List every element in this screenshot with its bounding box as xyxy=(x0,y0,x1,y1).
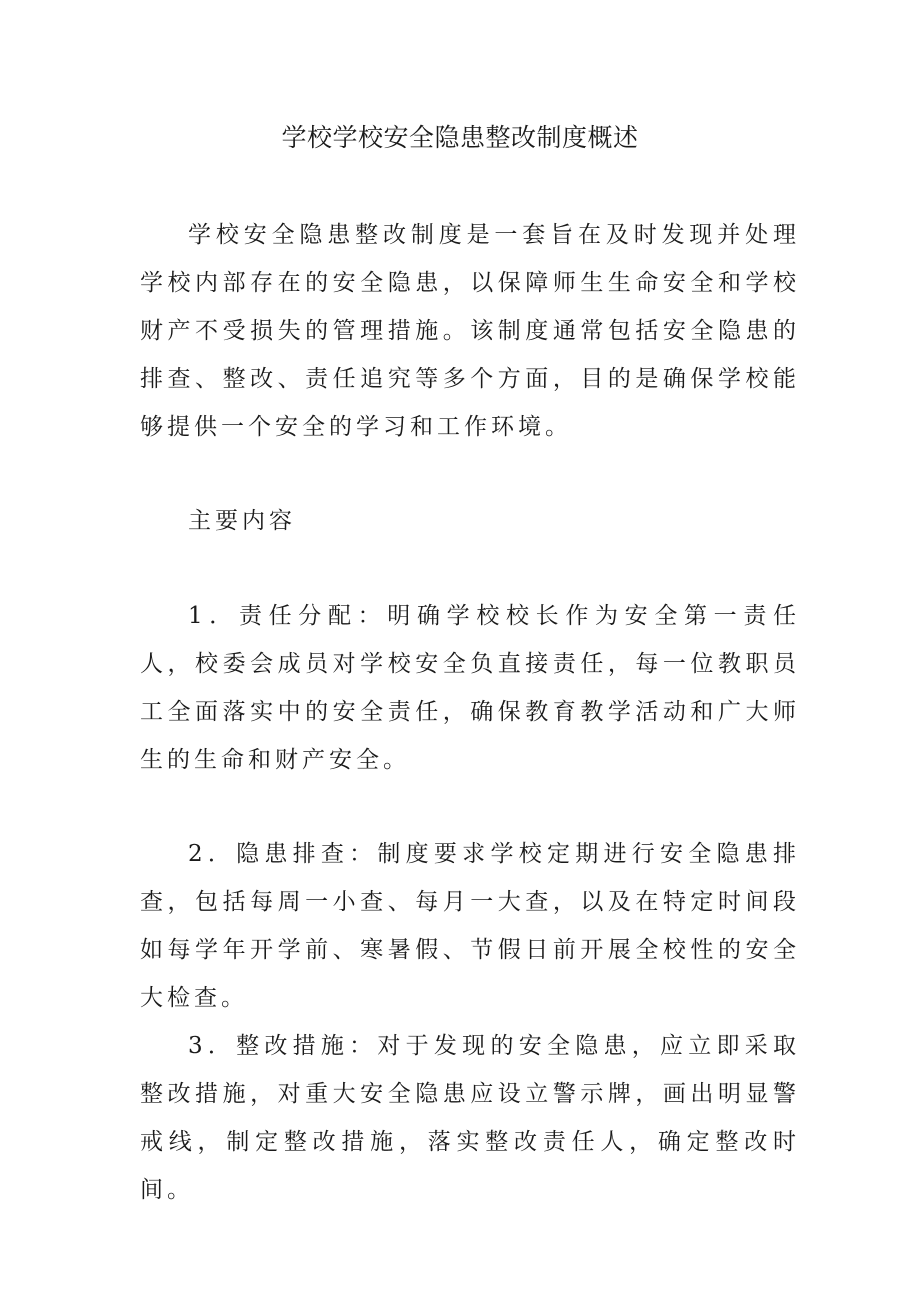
section-heading: 主要内容 xyxy=(188,508,296,534)
list-item-responsibility: 1．责任分配：明确学校校长作为安全第一责任人，校委会成员对学校安全负直接责任，每一位教职员工全面落实中的安全责任，确保教育教学活动和广大师生的生命和财产安全。 xyxy=(140,603,800,773)
list-item-inspection: 2．隐患排查：制度要求学校定期进行安全隐患排查，包括每周一小查、每月一大查，以及在特定时间段如每学年开学前、寒暑假、节假日前开展全校性的安全大检查。 xyxy=(140,841,800,1011)
document-title: 学校学校安全隐患整改制度概述 xyxy=(281,123,639,152)
list-item-rectification: 3．整改措施：对于发现的安全隐患，应立即采取整改措施，对重大安全隐患应设立警示牌，画出明显警戒线，制定整改措施，落实整改责任人，确定整改时间。 xyxy=(140,1033,800,1203)
intro-paragraph: 学校安全隐患整改制度是一套旨在及时发现并处理学校内部存在的安全隐患，以保障师生生命安全和学校财产不受损失的管理措施。该制度通常包括安全隐患的排查、整改、责任追究等多个方面，目的是确保学校能够提供一个安全的学习和工作环境。 xyxy=(140,222,800,440)
